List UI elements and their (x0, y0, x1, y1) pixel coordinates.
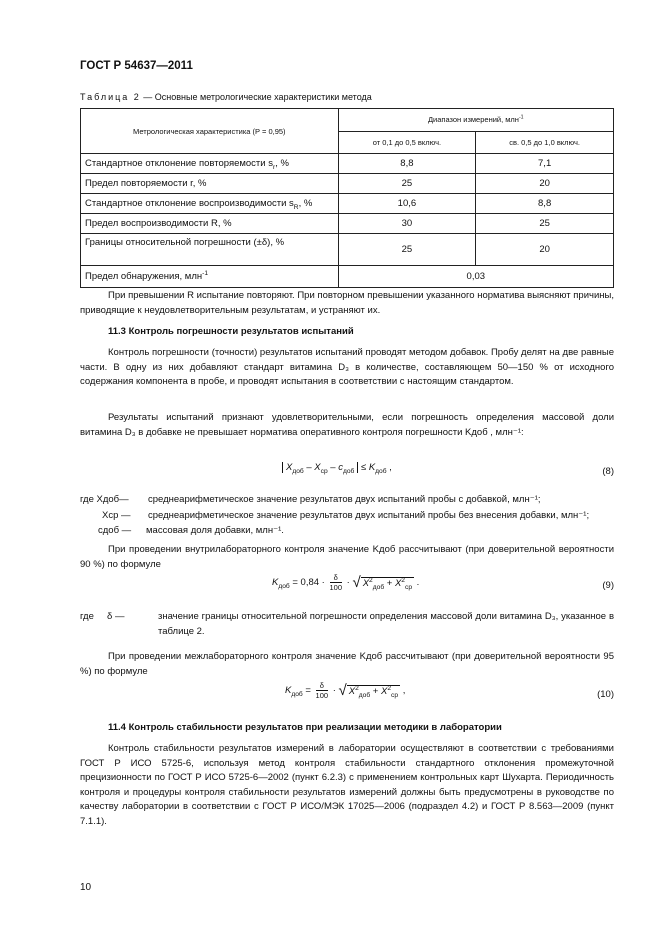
page-number: 10 (80, 882, 92, 893)
formula-number: (9) (602, 580, 614, 591)
row-label: Стандартное отклонение повторяемости $s_r$, % (81, 154, 339, 174)
formula-10: $K_{доб}$ = $\frac{\delta}{100}$ · √ $X^2_{доб} + X^2_{ср}$ , (285, 681, 406, 700)
row-label: Предел обнаружения, млн$^{-1}$ (81, 266, 339, 288)
row-value: 0,03 (338, 266, 613, 288)
table-caption-text: — Основные метрологические характеристики метода (140, 92, 372, 102)
paragraph: Результаты испытаний признают удовлетворительными, если погрешность определения массовой доли витамина D₃ в добавке не превышает норматива оперативного контроля погрешности Kдоб , млн⁻¹: (80, 412, 614, 438)
row-value: 30 (338, 214, 476, 234)
paragraph: При проведении межлабораторного контроля значение Kдоб рассчитывают (при доверительной вероятности 95 %) по формуле (80, 651, 614, 677)
metrology-table (80, 108, 614, 288)
row-value: 25 (338, 234, 476, 266)
row-label: Границы относительной погрешности (±δ), % (81, 234, 339, 266)
row-label: Предел повторяемости r, % (81, 174, 339, 194)
paragraph: Контроль погрешности (точности) результатов испытаний проводят методом добавок. Пробу делят на две равные части. В одну из них добавляют стандарт витамина D₃ в количестве, составляющем 50—150 % от исходного содержания компонента в пробе, и проводят испытания в соответствии с настоящим стандартом. (80, 347, 614, 387)
paragraph: При проведении внутрилабораторного контроля значение Kдоб рассчитывают (при доверительной вероятности 90 %) по формуле (80, 544, 614, 570)
definition-item: Xср — среднеарифметическое значение результатов двух испытаний пробы без внесения добавки, млн⁻¹; (102, 509, 590, 521)
definition-item: cдоб — массовая доля добавки, млн⁻¹. (98, 525, 284, 536)
row-value: 20 (476, 234, 614, 266)
row-value: 7,1 (476, 154, 614, 174)
formula-9: $K_{доб} = 0,84$ · $\frac{\delta}{100}$ · √ $X^2_{доб} + X^2_{ср}$ . (272, 573, 420, 592)
document-header: ГОСТ Р 54637—2011 (80, 60, 193, 72)
header-range: Диапазон измерений, млн$^{-1}$ (338, 109, 613, 132)
definition-item: где Xдоб— среднеарифметическое значение результатов двух испытаний пробы с добавкой, млн⁻¹; (80, 494, 541, 505)
formula-number: (10) (597, 689, 614, 700)
header-range-low: от 0,1 до 0,5 включ. (338, 131, 476, 154)
row-value: 25 (338, 174, 476, 194)
paragraph: При превышении R испытание повторяют. При повторном превышении указанного норматива выясняют причины, приводящие к неудовлетворительным результатам, и устраняют их. (80, 290, 614, 316)
section-heading: 11.3 Контроль погрешности результатов испытаний (108, 326, 354, 337)
formula-8: $X_{доб} - X_{ср} - c_{доб} \le K_{доб}$ , (282, 462, 392, 473)
row-value: 8,8 (338, 154, 476, 174)
table-caption-lead: Таблица 2 (80, 92, 141, 102)
row-label: Стандартное отклонение воспроизводимости $s_R$, % (81, 194, 339, 214)
section-heading: 11.4 Контроль стабильности результатов при реализации методики в лаборатории (108, 722, 502, 733)
definition-item: где δ — значение границы относительной погрешности определения массовой доли витамина D₃, указанное в таблице 2. (80, 611, 614, 637)
row-value: 20 (476, 174, 614, 194)
formula-number: (8) (602, 466, 614, 477)
row-label: Предел воспроизводимости R, % (81, 214, 339, 234)
row-value: 25 (476, 214, 614, 234)
table-caption (80, 92, 372, 102)
definition-list (80, 493, 614, 539)
paragraph: Контроль стабильности результатов измерений в лаборатории осуществляют в соответствии с требованиями ГОСТ Р ИСО 5725-6, используя метод контроля стабильности стандартного отклонения промежуточной прецизионности по ГОСТ Р ИСО 5725-6—2002 (пункт 6.2.3) с применением контрольных карт Шухарта. Периодичность контроля и процедуры контроля стабильности результатов измерений должны быть предусмотрены в руководстве по качеству лаборатории в соответствии с ГОСТ Р ИСО/МЭК 17025—2006 (подраздел 4.2) и ГОСТ Р 8.563—2009 (пункт 7.1.1). (80, 743, 614, 827)
row-value: 8,8 (476, 194, 614, 214)
header-characteristic: Метрологическая характеристика (P = 0,95) (81, 109, 339, 154)
row-value: 10,6 (338, 194, 476, 214)
header-range-high: св. 0,5 до 1,0 включ. (476, 131, 614, 154)
